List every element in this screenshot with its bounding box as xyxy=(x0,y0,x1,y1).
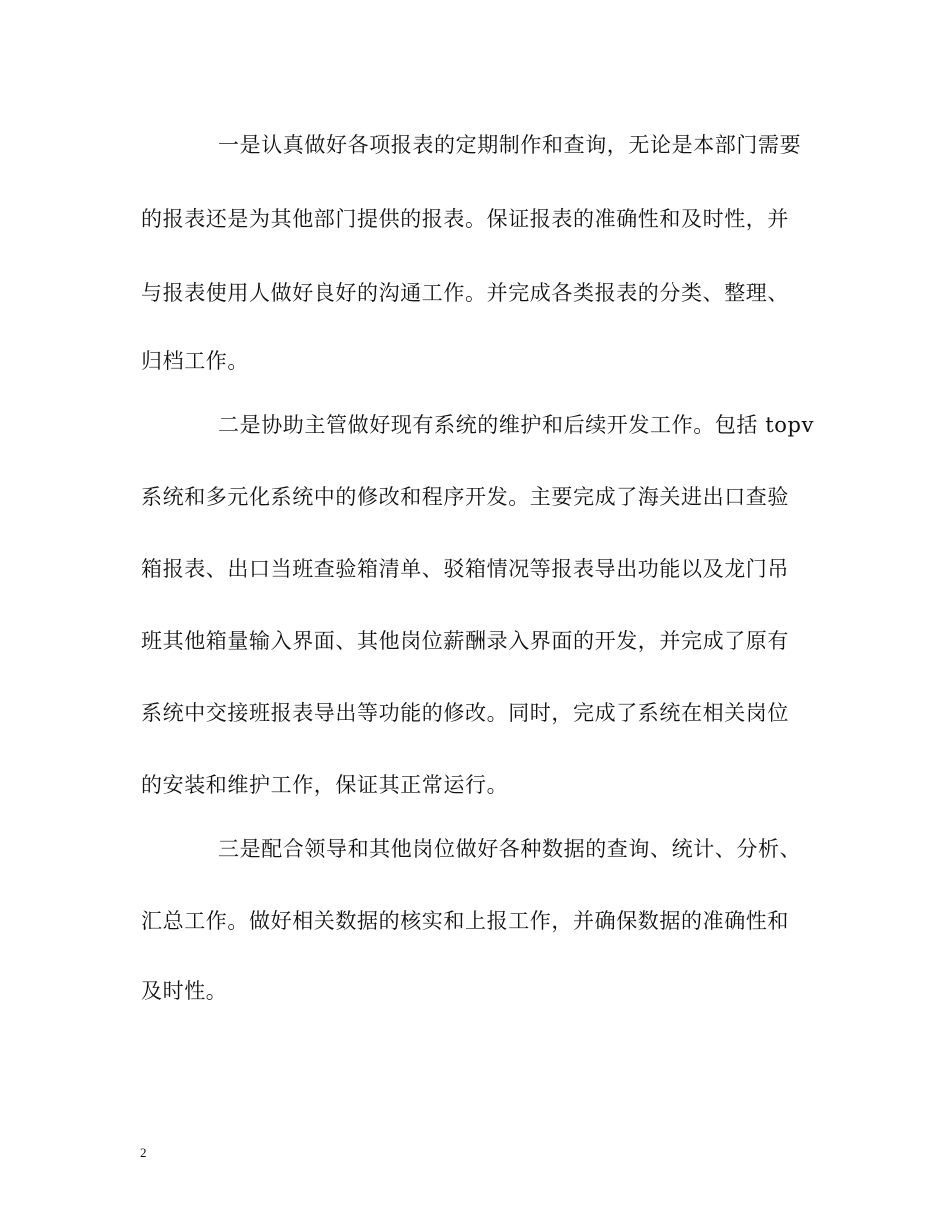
paragraph-2-line-3: 箱报表、出口当班查验箱清单、驳箱情况等报表导出功能以及龙门吊 xyxy=(141,557,789,581)
paragraph-3-line-3: 及时性。 xyxy=(141,979,228,1003)
paragraph-2-line-2: 系统和多元化系统中的修改和程序开发。主要完成了海关进出口查验 xyxy=(141,485,789,509)
paragraph-2-line-5: 系统中交接班报表导出等功能的修改。同时，完成了系统在相关岗位 xyxy=(141,701,789,725)
paragraph-1-line-1: 一是认真做好各项报表的定期制作和查询，无论是本部门需要 xyxy=(218,133,802,157)
paragraph-2-line-6: 的安装和维护工作，保证其正常运行。 xyxy=(141,773,509,797)
page-number: 2 xyxy=(140,1145,147,1160)
paragraph-2-line-4: 班其他箱量输入界面、其他岗位薪酬录入界面的开发，并完成了原有 xyxy=(141,629,789,653)
paragraph-3-line-2: 汇总工作。做好相关数据的核实和上报工作，并确保数据的准确性和 xyxy=(141,909,789,933)
paragraph-3-line-1: 三是配合领导和其他岗位做好各种数据的查询、统计、分析、 xyxy=(218,837,802,861)
paragraph-2-line-1: 二是协助主管做好现有系统的维护和后续开发工作。包括 topv xyxy=(218,413,815,437)
paragraph-1-line-3: 与报表使用人做好良好的沟通工作。并完成各类报表的分类、整理、 xyxy=(141,281,789,305)
paragraph-1-line-2: 的报表还是为其他部门提供的报表。保证报表的准确性和及时性，并 xyxy=(141,207,789,231)
paragraph-1-line-4: 归档工作。 xyxy=(141,349,249,373)
